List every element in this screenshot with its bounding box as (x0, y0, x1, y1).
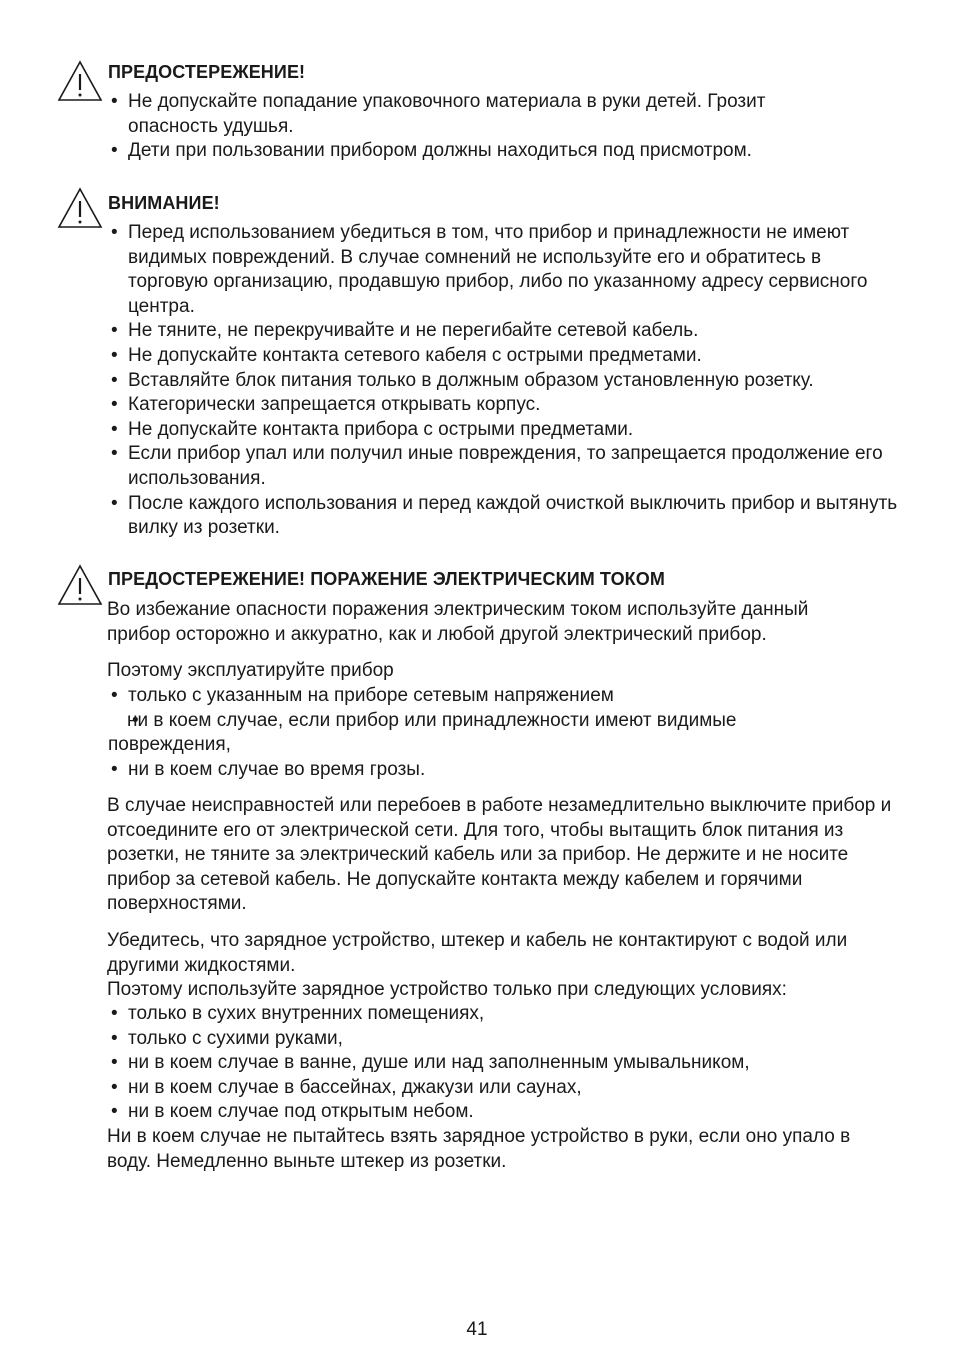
closing-paragraph: Ни в коем случае не пытайтесь взять зарядное устройство в руки, если оно упало в воду. Немедленно выньте штекер из розетки. (107, 1126, 851, 1172)
bullet-list (108, 90, 828, 164)
list-item: • ни в коем случае в ванне, душе или над заполненным умывальником, (108, 1051, 868, 1076)
list-item: • Дети при пользовании прибором должны находиться под присмотром. (108, 139, 828, 164)
list-item: • Если прибор упал или получил иные повреждения, то запрещается продолжение его использования. (108, 442, 898, 491)
section-heading: ПРЕДОСТЕРЕЖЕНИЕ! (108, 62, 306, 82)
water-paragraph: Убедитесь, что зарядное устройство, штекер и кабель не контактируют с водой или другими жидкостями. (107, 930, 848, 976)
list-item: • Категорически запрещается открывать корпус. (108, 393, 898, 418)
charger-lead: Поэтому используйте зарядное устройство только при следующих условиях: (107, 979, 787, 1000)
bullet-list (108, 1002, 868, 1125)
usage-lead: Поэтому эксплуатируйте прибор (107, 660, 394, 681)
list-item: • только с указанным на приборе сетевым напряжением (108, 684, 788, 709)
list-item: • Перед использованием убедиться в том, что прибор и принадлежности не имеют видимых повреждений. В случае сомнений не используйте его и обратитесь в торговую организацию, продавшую прибор, либо по указанному адресу сервисного центра. (108, 221, 898, 319)
list-item: • только с сухими руками, (108, 1027, 868, 1052)
list-item: • только в сухих внутренних помещениях, (108, 1002, 868, 1027)
bullet-list (108, 221, 898, 541)
list-item: • Не тяните, не перекручивайте и не перегибайте сетевой кабель. (108, 319, 898, 344)
list-item: • После каждого использования и перед каждой очисткой выключить прибор и вытянуть вилку из розетки. (108, 492, 898, 541)
section-heading: ВНИМАНИЕ! (108, 193, 220, 213)
list-item: • ни в коем случае во время грозы. (108, 758, 788, 783)
list-item: • Вставляйте блок питания только в должным образом установленную розетку. (108, 369, 898, 394)
warning-triangle-icon (57, 60, 103, 102)
bullet-list (108, 684, 788, 782)
warning-triangle-icon (57, 187, 103, 229)
list-item: • Не допускайте контакта прибора с острыми предметами. (108, 418, 898, 443)
list-item: • Не допускайте попадание упаковочного материала в руки детей. Грозит опасность удушья. (108, 90, 828, 139)
section-heading: ПРЕДОСТЕРЕЖЕНИЕ! ПОРАЖЕНИЕ ЭЛЕКТРИЧЕСКИМ ТОКОМ (108, 569, 665, 589)
list-item: • ни в коем случае, если прибор или принадлежности имеют видимые повреждения, (108, 709, 788, 758)
malfunction-paragraph: В случае неисправностей или перебоев в работе незамедлительно выключите прибор и отсоедините его от электрической сети. Для того, чтобы вытащить блок питания из розетки, не тяните за электрический кабель или за прибор. Не держите и не носите прибор за сетевой кабель. Не допускайте контакта между кабелем и горячими поверхностями. (107, 795, 892, 915)
list-item: • Не допускайте контакта сетевого кабеля с острыми предметами. (108, 344, 898, 369)
intro-paragraph: Во избежание опасности поражения электрическим током используйте данный прибор осторожно и аккуратно, как и любой другой электрический прибор. (107, 599, 809, 645)
page-number: 41 (466, 1319, 488, 1340)
list-item: • ни в коем случае под открытым небом. (108, 1100, 868, 1125)
list-item: • ни в коем случае в бассейнах, джакузи или саунах, (108, 1076, 868, 1101)
warning-triangle-icon (57, 564, 103, 606)
